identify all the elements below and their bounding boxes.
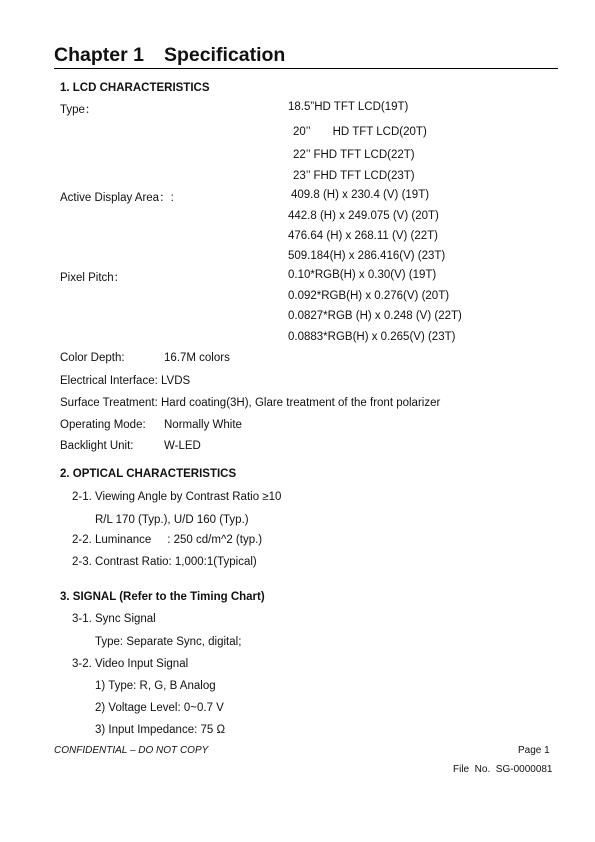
luminance: 2-2. Luminance : 250 cd/m^2 (typ.) [72, 534, 263, 546]
pitch-value-19t: 0.10*RGB(H) x 0.30(V) (19T) [288, 269, 437, 281]
type-value-23t: 23’’ FHD TFT LCD(23T) [293, 170, 415, 182]
pitch-label: Pixel Pitch： [60, 272, 126, 284]
pitch-value-22t: 0.0827*RGB (H) x 0.248 (V) (22T) [288, 310, 462, 322]
color-depth-label: Color Depth: [60, 352, 125, 364]
operating-mode-label: Operating Mode: [60, 419, 146, 431]
area-value-19t: 409.8 (H) x 230.4 (V) (19T) [291, 189, 430, 201]
pitch-value-23t: 0.0883*RGB(H) x 0.265(V) (23T) [288, 331, 456, 343]
electrical-interface: Electrical Interface: LVDS [60, 375, 191, 387]
lcd-heading: 1. LCD CHARACTERISTICS [60, 82, 210, 94]
page-number: Page 1 [518, 745, 550, 756]
chapter-title: Specification [163, 44, 286, 66]
surface-treatment: Surface Treatment: Hard coating(3H), Glare treatment of the front polarizer [60, 397, 441, 409]
chapter-number: Chapter 1 [54, 44, 144, 66]
sync-signal: 3-1. Sync Signal [72, 613, 156, 625]
operating-mode-value: Normally White [164, 419, 242, 431]
video-type: 1) Type: R, G, B Analog [95, 680, 216, 692]
input-impedance: 3) Input Impedance: 75 Ω [95, 724, 226, 736]
backlight-label: Backlight Unit: [60, 440, 134, 452]
color-depth-value: 16.7M colors [164, 352, 230, 364]
backlight-value: W-LED [164, 440, 201, 452]
type-label: Type： [60, 104, 97, 116]
chapter-heading [54, 44, 285, 67]
area-value-20t: 442.8 (H) x 249.075 (V) (20T) [288, 210, 439, 222]
pitch-value-20t: 0.092*RGB(H) x 0.276(V) (20T) [288, 290, 450, 302]
type-value-19t: 18.5”HD TFT LCD(19T) [288, 101, 409, 113]
contrast-ratio: 2-3. Contrast Ratio: 1,000:1(Typical) [72, 556, 257, 568]
video-input-signal: 3-2. Video Input Signal [72, 658, 189, 670]
sync-type: Type: Separate Sync, digital; [95, 636, 242, 648]
voltage-level: 2) Voltage Level: 0~0.7 V [95, 702, 224, 714]
viewing-angle: 2-1. Viewing Angle by Contrast Ratio ≥10 [72, 491, 282, 503]
confidential-notice: CONFIDENTIAL – DO NOT COPY [54, 745, 209, 756]
type-value-22t: 22’’ FHD TFT LCD(22T) [293, 149, 415, 161]
type-value-20t: 20’’ HD TFT LCD(20T) [293, 126, 427, 138]
area-value-23t: 509.184(H) x 286.416(V) (23T) [288, 250, 446, 262]
file-number: File No. SG-0000081 [453, 764, 553, 775]
area-label: Active Display Area：: [60, 192, 174, 204]
viewing-angle-value: R/L 170 (Typ.), U/D 160 (Typ.) [95, 514, 249, 526]
optical-heading: 2. OPTICAL CHARACTERISTICS [60, 468, 237, 480]
area-value-22t: 476.64 (H) x 268.11 (V) (22T) [288, 230, 438, 242]
signal-heading: 3. SIGNAL (Refer to the Timing Chart) [60, 591, 265, 603]
heading-rule [54, 68, 558, 69]
